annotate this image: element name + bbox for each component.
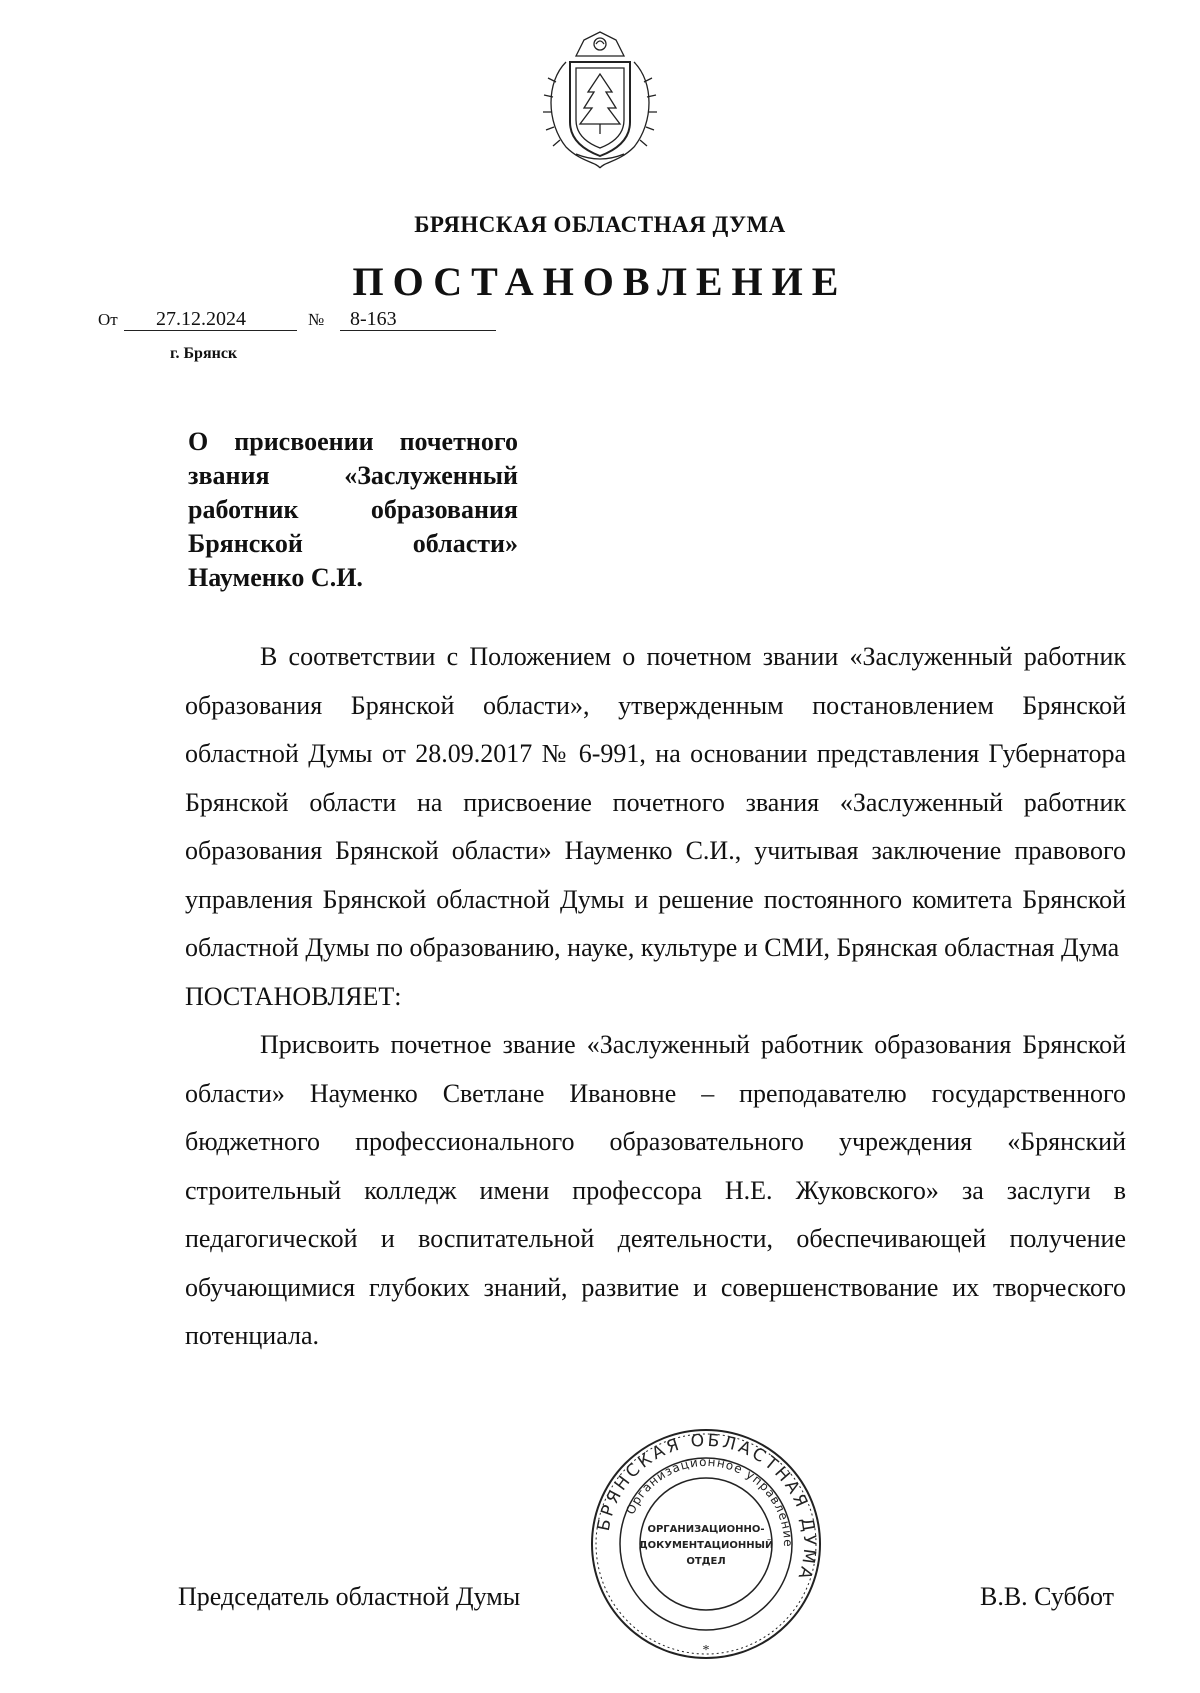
subject-line: Брянской области» [188,529,518,558]
signatory-name: В.В. Суббот [980,1582,1115,1611]
subject-line: звания «Заслуженный [188,461,518,490]
subject-line: работник образования [188,495,518,524]
stamp-center-line: ОРГАНИЗАЦИОННО- [647,1524,765,1535]
stamp-center-line: ОТДЕЛ [686,1556,726,1567]
stamp-center-line: ДОКУМЕНТАЦИОННЫЙ [638,1540,774,1551]
document-body [185,633,1126,1361]
stamp-middle-text: Организационное управление [623,1454,796,1548]
subject-line: О присвоении почетного [188,427,518,456]
body-paragraph-preamble: В соответствии с Положением о почетном звании «Заслуженный работник образования Брянской области», утвержденным постановлением Брянской областной Думы от 28.09.2017 № 6-991, на основании представления Губернатора Брянской области на присвоение почетного звания «Заслуженный работник образования Брянской области» Науменко С.И., учитывая заключение правового управления Брянской областной Думы и решение постоянного комитета Брянской областной Думы по образованию, науке, культуре и СМИ, Брянская областная Дума [185,642,1126,962]
document-number: 8-163 [350,308,397,330]
document-type-title: ПОСТАНОВЛЕНИЕ [352,259,848,304]
official-stamp [588,1426,824,1662]
body-paragraph-resolution: Присвоить почетное звание «Заслуженный работник образования Брянской области» Науменко Светлане Ивановне – преподавателю государственного бюджетного профессионального образовательного учреждения «Брянский строительный колледж имени профессора Н.Е. Жуковского» за заслуги в педагогической и воспитательной деятельности, обеспечивающей получение обучающимися глубоких знаний, развитие и совершенствование их творческого потенциала. [185,1030,1126,1350]
document-subject [188,425,518,595]
document-date: 27.12.2024 [156,308,246,330]
stamp-outer-text: БРЯНСКАЯ ОБЛАСТНАЯ ДУМА [593,1430,820,1585]
number-prefix-label: № [308,310,325,329]
city-label: г. Брянск [170,345,238,362]
subject-line: Науменко С.И. [188,563,363,592]
resolves-label: ПОСТАНОВЛЯЕТ: [185,981,402,1011]
organization-name: БРЯНСКАЯ ОБЛАСТНАЯ ДУМА [414,212,786,237]
stamp-star-icon: * [702,1643,710,1658]
coat-of-arms-emblem [536,22,664,174]
signatory-title: Председатель областной Думы [178,1582,521,1611]
date-prefix-label: От [98,310,118,329]
